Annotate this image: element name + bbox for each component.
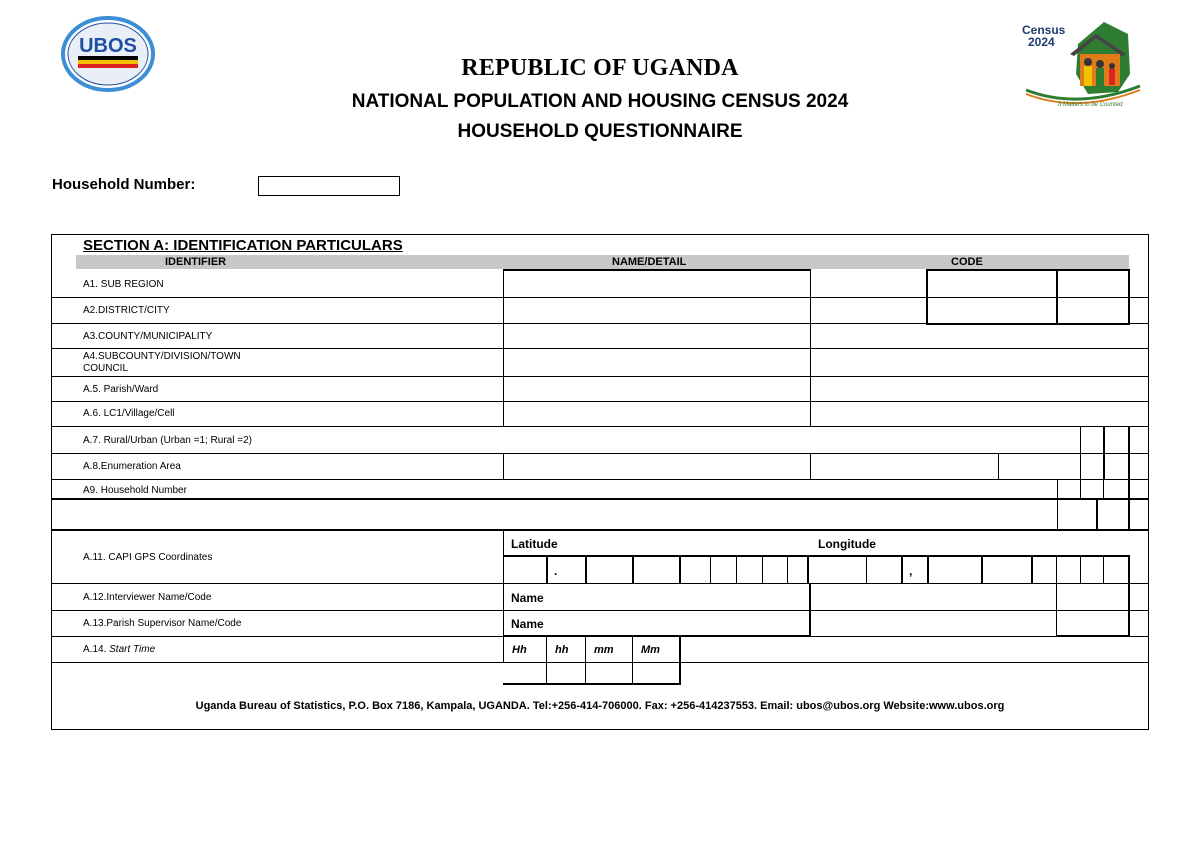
gps-box (807, 555, 809, 583)
code-box (926, 323, 1130, 325)
column-divider (503, 529, 504, 662)
latitude-label: Latitude (511, 537, 558, 551)
time-box-bottom (503, 683, 681, 685)
interviewer-name-label: Name (511, 591, 544, 605)
column-divider (998, 453, 999, 479)
name-box-top (503, 269, 810, 271)
column-divider (503, 453, 504, 479)
gps-box (927, 555, 929, 583)
row-line (51, 479, 1149, 480)
title-census: NATIONAL POPULATION AND HOUSING CENSUS 2024 (351, 91, 849, 112)
gps-box (1031, 555, 1033, 583)
time-box (546, 636, 547, 684)
code-box (1128, 426, 1130, 479)
column-divider (503, 269, 504, 426)
row-label-a11: A.11. CAPI GPS Coordinates (83, 552, 213, 563)
gps-box (787, 555, 788, 583)
code-box (1103, 479, 1104, 499)
longitude-separator: , (909, 564, 913, 578)
row-label-a4: A4.SUBCOUNTY/DIVISION/TOWN COUNCIL (83, 351, 241, 374)
supervisor-name-label: Name (511, 617, 544, 631)
row-line (51, 348, 1149, 349)
household-number-label: Household Number: (52, 176, 196, 193)
row-label-a2: A2.DISTRICT/CITY (83, 305, 170, 316)
time-label-mm1: mm (594, 644, 614, 656)
time-label-hh2: hh (555, 644, 569, 656)
row-label-a14: A.14. Start Time (83, 644, 156, 655)
gps-box (981, 555, 983, 583)
svg-text:UBOS: UBOS (79, 35, 137, 57)
code-box (1103, 426, 1105, 479)
gps-box (866, 555, 867, 583)
name-box-right (809, 583, 811, 636)
footer-contact: Uganda Bureau of Statistics, P.O. Box 7186, Kampala, UGANDA. Tel:+256-414-706000. Fax: +256-414237553. Email: ubos@ubos.org Website:www.ubos.org (195, 700, 1005, 712)
time-label-mm2: Mm (641, 644, 660, 656)
household-number-field[interactable] (258, 176, 400, 196)
gps-box (1056, 555, 1057, 583)
row-label-a12: A.12.Interviewer Name/Code (83, 592, 212, 603)
code-box (1128, 583, 1130, 636)
title-country: REPUBLIC OF UGANDA (461, 55, 739, 81)
gps-box (632, 555, 634, 583)
column-header-name-detail: NAME/DETAIL (612, 256, 687, 268)
svg-text:2024: 2024 (1028, 35, 1055, 49)
row-line (51, 610, 1149, 611)
row-line (51, 401, 1149, 402)
time-box (679, 636, 681, 684)
code-box (1080, 479, 1081, 499)
code-box (1057, 479, 1058, 529)
section-a-title: SECTION A: IDENTIFICATION PARTICULARS (83, 237, 403, 254)
row-label-a3: A3.COUNTY/MUNICIPALITY (83, 331, 213, 342)
longitude-label: Longitude (818, 537, 876, 551)
code-box (1080, 426, 1081, 479)
gps-box (546, 555, 548, 583)
latitude-separator: . (554, 564, 558, 578)
svg-text:It Matters to be Counted: It Matters to be Counted (1058, 102, 1123, 108)
row-label-a13: A.13.Parish Supervisor Name/Code (83, 618, 242, 629)
row-line (51, 529, 1149, 531)
gps-box (585, 555, 587, 583)
row-line (51, 376, 1149, 377)
ubos-logo (58, 14, 158, 94)
gps-box (901, 555, 903, 583)
column-divider (810, 453, 811, 479)
row-label-a6: A.6. LC1/Village/Cell (83, 408, 175, 419)
gps-box (736, 555, 737, 583)
code-box (1128, 479, 1130, 529)
title-form: HOUSEHOLD QUESTIONNAIRE (457, 121, 743, 142)
row-line (51, 426, 1149, 427)
gps-box (762, 555, 763, 583)
code-box (926, 269, 1130, 271)
code-box (1128, 269, 1130, 325)
row-label-a5: A.5. Parish/Ward (83, 384, 159, 395)
gps-box-top (503, 555, 1129, 557)
column-header-identifier: IDENTIFIER (165, 256, 227, 268)
code-box (1056, 583, 1057, 636)
row-line (51, 583, 1149, 584)
gps-box (1128, 555, 1130, 583)
column-divider (810, 269, 811, 426)
row-label-a7: A.7. Rural/Urban (Urban =1; Rural =2) (83, 435, 252, 446)
row-line (51, 453, 1149, 454)
code-box (1056, 635, 1130, 637)
row-line (51, 498, 1149, 500)
code-box (926, 269, 928, 325)
gps-box (1103, 555, 1104, 583)
column-header-code: CODE (951, 256, 983, 268)
name-box-bottom (503, 635, 810, 637)
code-box (1056, 269, 1058, 325)
row-line (51, 297, 1149, 298)
time-label-hh1: Hh (512, 644, 527, 656)
gps-box (710, 555, 711, 583)
svg-text:Census: Census (1022, 23, 1066, 37)
gps-box (1080, 555, 1081, 583)
row-label-a9: A9. Household Number (83, 485, 187, 496)
code-box (1096, 499, 1098, 529)
row-label-a8: A.8.Enumeration Area (83, 461, 181, 472)
time-box (585, 636, 586, 684)
row-label-a1: A1. SUB REGION (83, 279, 164, 290)
gps-box (679, 555, 681, 583)
row-line (51, 662, 1149, 663)
time-box (632, 636, 633, 684)
